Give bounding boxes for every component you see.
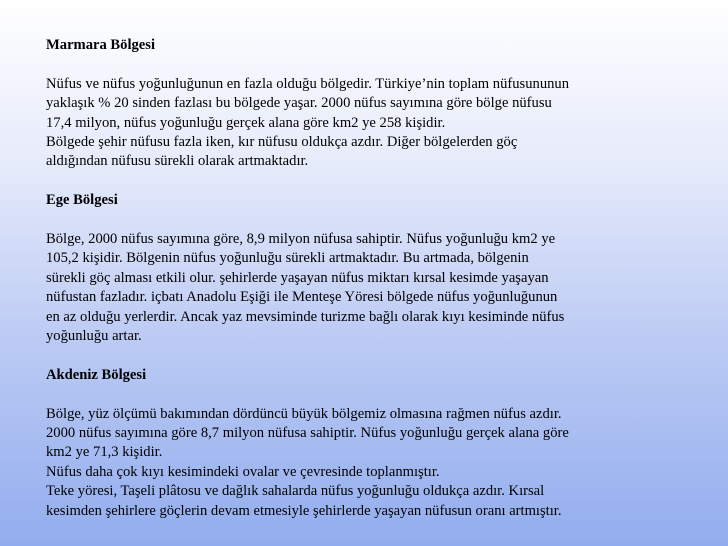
paragraph-line: nüfustan fazladır. içbatı Anadolu Eşiği ile Menteşe Yöresi bölgede nüfus yoğunluğunun xyxy=(46,289,558,306)
paragraph-line: kesimden şehirlere göçlerin devam etmesiyle şehirlerde yaşayan nüfusun oranı artmıştır. xyxy=(46,502,562,519)
paragraph-line: Bölge, yüz ölçümü bakımından dördüncü büyük bölgemiz olmasına rağmen nüfus azdır. xyxy=(46,405,562,422)
paragraph-line: Nüfus daha çok kıyı kesimindeki ovalar ve çevresinde toplanmıştır. xyxy=(46,463,440,480)
spacer xyxy=(46,211,718,230)
paragraph-line: km2 ye 71,3 kişidir. xyxy=(46,444,163,461)
paragraph-line: Bölge, 2000 nüfus sayımına göre, 8,9 milyon nüfusa sahiptir. Nüfus yoğunluğu km2 ye xyxy=(46,231,556,248)
slide-content xyxy=(46,36,718,521)
section-akdeniz xyxy=(46,366,718,521)
paragraph-line: sürekli göç alması etkili olur. şehirlerde yaşayan nüfus miktarı kırsal kesimde yaşayan xyxy=(46,269,549,286)
spacer xyxy=(46,172,718,191)
section-title: Akdeniz Bölgesi xyxy=(46,366,147,383)
paragraph-line: 17,4 milyon, nüfus yoğunluğu gerçek alana göre km2 ye 258 kişidir. xyxy=(46,114,446,131)
paragraph-line: Nüfus ve nüfus yoğunluğunun en fazla olduğu bölgedir. Türkiye’nin toplam nüfusununun xyxy=(46,75,570,92)
paragraph-line: en az olduğu yerlerdir. Ancak yaz mevsiminde turizme bağlı olarak kıyı kesiminde nüfus xyxy=(46,308,565,325)
paragraph-line: aldığından nüfusu sürekli olarak artmaktadır. xyxy=(46,153,309,170)
section-title: Ege Bölgesi xyxy=(46,192,118,209)
paragraph-line: yoğunluğu artar. xyxy=(46,328,142,345)
spacer xyxy=(46,346,718,365)
paragraph-line: 2000 nüfus sayımına göre 8,7 milyon nüfusa sahiptir. Nüfus yoğunluğu gerçek alana göre xyxy=(46,425,569,442)
spacer xyxy=(46,55,718,74)
paragraph-line: Teke yöresi, Taşeli plâtosu ve dağlık sahalarda nüfus yoğunluğu oldukça azdır. Kırsal xyxy=(46,483,545,500)
section-title: Marmara Bölgesi xyxy=(46,37,156,53)
section-marmara xyxy=(46,36,718,172)
paragraph-line: Bölgede şehir nüfusu fazla iken, kır nüfusu oldukça azdır. Diğer bölgelerden göç xyxy=(46,134,518,151)
section-ege xyxy=(46,191,718,346)
paragraph-line: yaklaşık % 20 sinden fazlası bu bölgede yaşar. 2000 nüfus sayımına göre bölge nüfusu xyxy=(46,95,552,112)
paragraph-line: 105,2 kişidir. Bölgenin nüfus yoğunluğu sürekli artmaktadır. Bu artmada, bölgenin xyxy=(46,250,529,267)
spacer xyxy=(46,385,718,404)
